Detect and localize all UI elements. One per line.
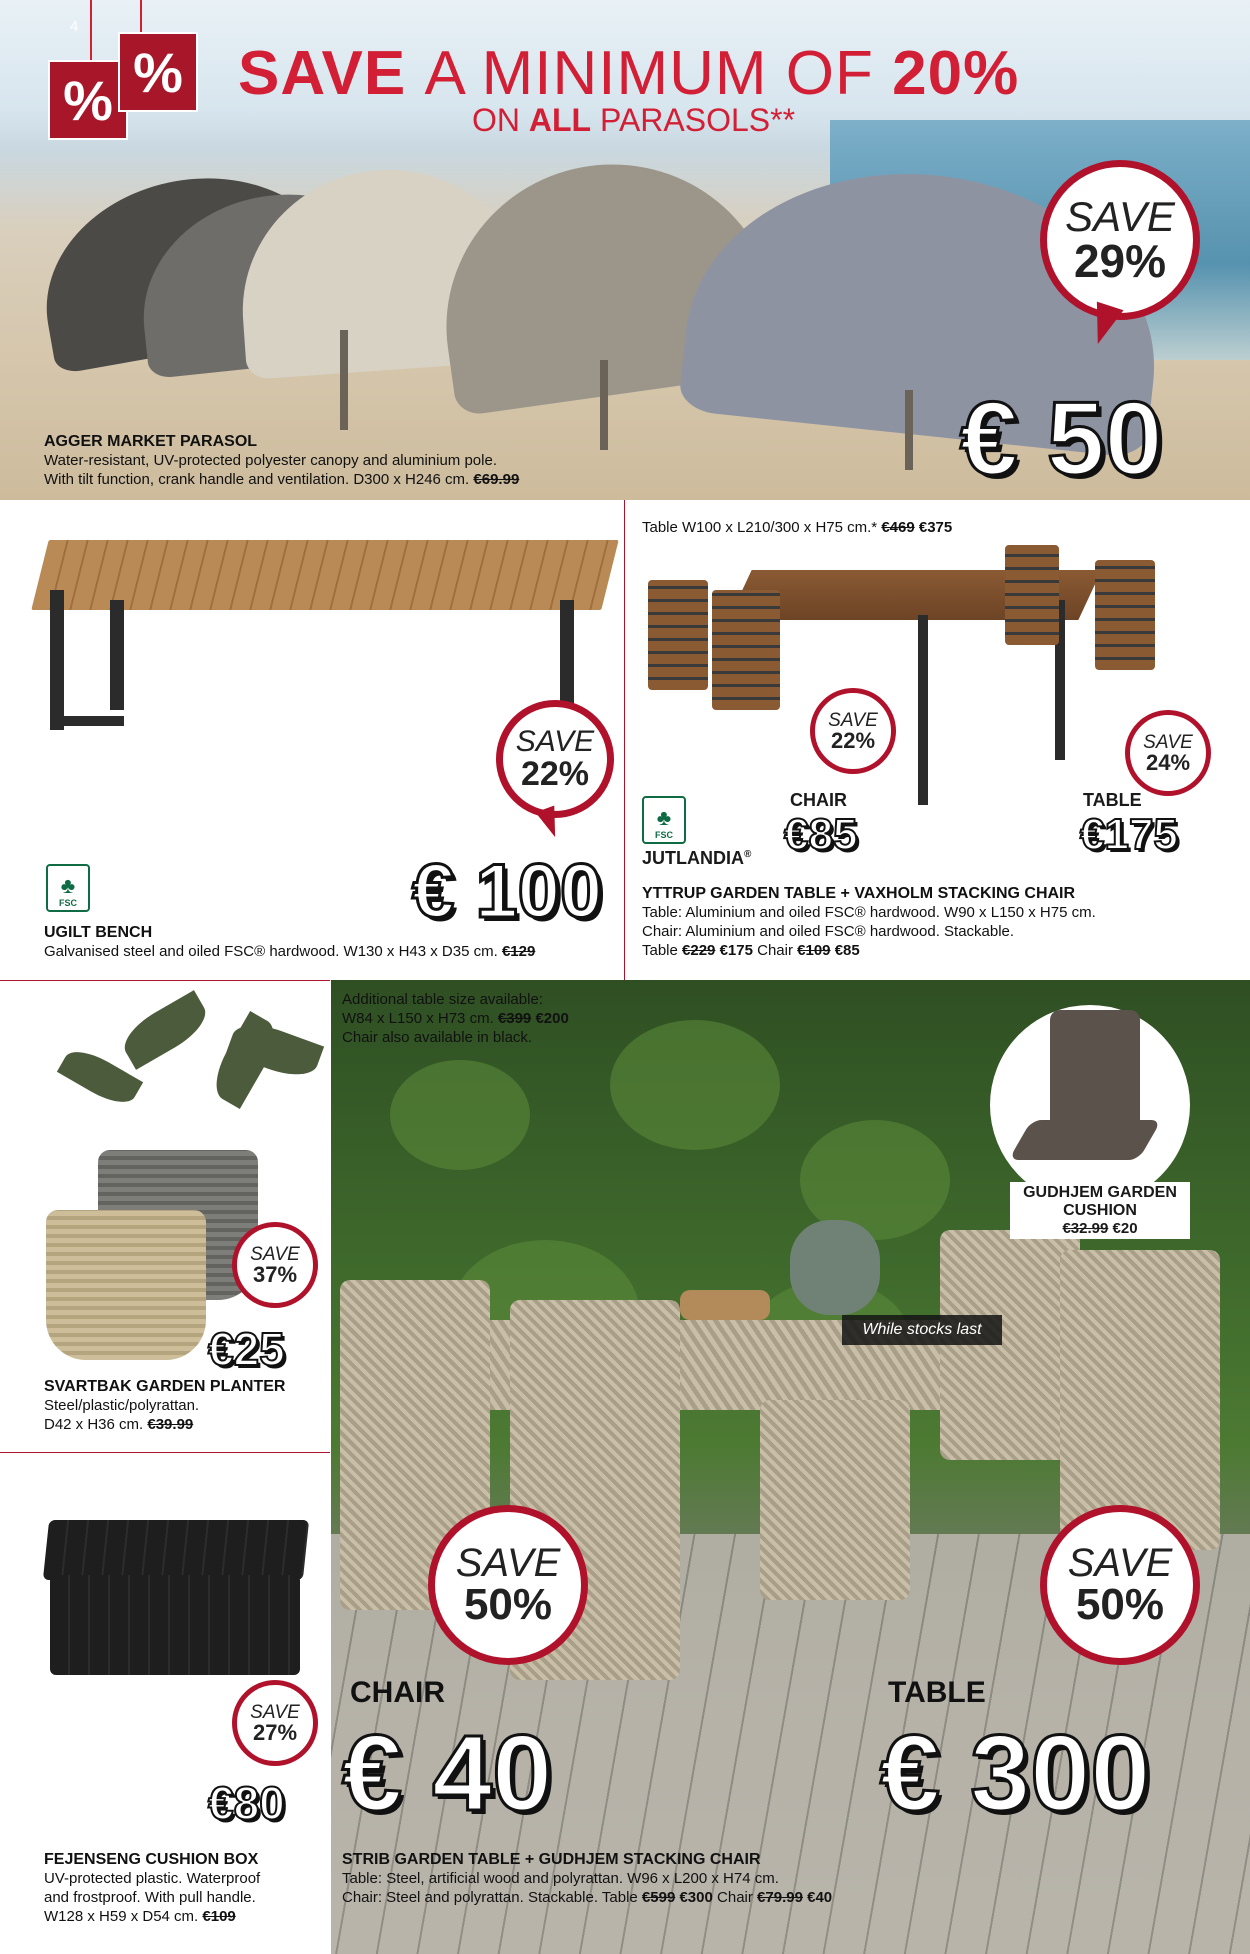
table-leg (918, 615, 928, 805)
strib-chair-label: CHAIR (350, 1676, 445, 1709)
fejenseng-title: FEJENSENG CUSHION BOX (44, 1851, 259, 1868)
brand-name: JUTLANDIA (642, 848, 744, 868)
cushion-title-1: GUDHJEM GARDEN (1023, 1184, 1177, 1201)
save-percent: 24% (1145, 749, 1191, 775)
headline-save: SAVE (238, 39, 407, 108)
yttrup-line-2: Chair: Aluminium and oiled FSC® hardwood. Stackable. (642, 923, 1015, 940)
ugilt-old-price: €129 (501, 943, 536, 960)
yttrup-table-label: TABLE (1083, 790, 1142, 810)
chair-back (648, 580, 708, 690)
fsc-logo (46, 864, 90, 912)
headline-minimum: A MINIMUM OF (424, 39, 874, 108)
strib-line-1: Table: Steel, artificial wood and polyrattan. W96 x L200 x H74 cm. (342, 1870, 779, 1887)
line2-table-old-price: €599 (641, 1889, 676, 1906)
strib-description (342, 1850, 832, 1907)
fsc-label: FSC (59, 898, 77, 908)
percent-tag-left: % (48, 60, 128, 140)
subheadline-on: ON (472, 102, 520, 138)
yttrup-line-1: Table: Aluminium and oiled FSC® hardwood. W90 x L150 x H75 cm. (642, 904, 1096, 921)
fejenseng-old-price: €109 (202, 1908, 236, 1925)
tree-icon: ♣ (656, 805, 672, 830)
fejenseng-line-2: and frostproof. With pull handle. (44, 1889, 256, 1906)
svartbak-title: SVARTBAK GARDEN PLANTER (44, 1378, 286, 1395)
divider-vertical (624, 500, 625, 980)
chair-back (1005, 545, 1059, 645)
cushion-box-lid (43, 1520, 309, 1580)
line2-chair-new-price: €40 (807, 1889, 833, 1906)
save-word: SAVE (1067, 1541, 1173, 1585)
note-line-1: Additional table size available: (342, 991, 543, 1008)
agger-title: AGGER MARKET PARASOL (44, 433, 258, 450)
bench-leg (560, 600, 574, 710)
ugilt-title: UGILT BENCH (44, 924, 153, 941)
divider-vertical (330, 980, 331, 1954)
strib-line-2 (342, 1888, 832, 1907)
save-percent: 50% (463, 1580, 553, 1629)
table-size-old-price: €469 (881, 519, 915, 536)
svartbak-price: €25 (208, 1323, 285, 1375)
agger-line-1: Water-resistant, UV-protected polyester canopy and aluminium pole. (44, 452, 497, 469)
svartbak-description (44, 1377, 285, 1434)
cushion-new-price: €20 (1112, 1220, 1138, 1237)
line3-table-new-price: €175 (719, 942, 753, 959)
subheadline-all: ALL (528, 102, 592, 138)
strib-table-price: € 300 (880, 1712, 1151, 1833)
agger-line-2 (44, 470, 519, 489)
parasol-pole (340, 330, 348, 430)
divider-horizontal (0, 1452, 330, 1453)
save-percent: 22% (520, 755, 590, 793)
yttrup-line-3 (642, 941, 1096, 960)
ugilt-save-bubble (496, 700, 614, 818)
note-line-2-text: W84 x L150 x H73 cm. (342, 1010, 494, 1027)
line3-chair-new-price: €85 (834, 942, 860, 959)
yttrup-chair-price: €85 (784, 810, 858, 859)
agger-old-price: €69.99 (473, 471, 520, 488)
save-word: SAVE (1143, 731, 1193, 753)
cushion-old-price: €32.99 (1062, 1220, 1109, 1237)
yttrup-table-save-bubble (1125, 710, 1211, 796)
lantern (790, 1220, 880, 1315)
save-word: SAVE (828, 709, 878, 731)
headline-percent: 20% (892, 39, 1020, 108)
yttrup-chair-save-bubble (810, 688, 896, 774)
cushion-image (1050, 1010, 1140, 1130)
agger-description (44, 432, 519, 489)
cushion-title-2: CUSHION (1063, 1202, 1137, 1219)
tree-icon: ♣ (60, 873, 76, 898)
planter-beige (46, 1210, 206, 1360)
fejenseng-line-3-text: W128 x H59 x D54 cm. (44, 1908, 199, 1925)
note-line-3: Chair also available in black. (342, 1029, 533, 1046)
agger-save-bubble (1040, 160, 1200, 320)
save-word: SAVE (455, 1541, 561, 1585)
line3-chair-word: Chair (757, 942, 793, 959)
yttrup-table-size (642, 518, 952, 537)
fsc-logo (642, 796, 686, 844)
table-size-text: Table W100 x L210/300 x H75 cm.* (642, 519, 878, 536)
agger-price: € 50 (960, 381, 1163, 497)
yttrup-table-price: €175 (1080, 810, 1178, 859)
parasol-pole (600, 360, 608, 450)
line3-table-word: Table (642, 942, 678, 959)
page-number: 4 (70, 18, 79, 35)
svartbak-line-2-text: D42 x H36 cm. (44, 1416, 144, 1433)
bench-leg (50, 590, 64, 730)
ugilt-line-1 (44, 942, 535, 961)
svartbak-old-price: €39.99 (147, 1416, 194, 1433)
brand-mark: ® (744, 849, 752, 860)
save-word: SAVE (1065, 193, 1175, 240)
plant-leaf (116, 990, 214, 1070)
svartbak-line-2 (44, 1415, 285, 1434)
cushion-box-body (50, 1575, 300, 1675)
line3-table-old-price: €229 (682, 942, 716, 959)
save-percent: 29% (1073, 235, 1167, 287)
strib-chair-price: € 40 (342, 1712, 553, 1833)
chair-back-right (940, 1230, 1080, 1460)
fejenseng-line-1: UV-protected plastic. Waterproof (44, 1870, 261, 1887)
save-word: SAVE (250, 1243, 300, 1265)
jutlandia-brand (642, 848, 751, 869)
yttrup-description (642, 884, 1096, 960)
save-percent: 37% (252, 1261, 298, 1287)
bench-leg (110, 600, 124, 710)
hedge-leaf (610, 1020, 780, 1150)
subheadline-parasols: PARASOLS** (599, 102, 796, 138)
yttrup-title: YTTRUP GARDEN TABLE + VAXHOLM STACKING CHAIR (642, 885, 1076, 902)
yttrup-chair-label: CHAIR (790, 790, 847, 810)
table-leg (760, 1400, 910, 1600)
chair-back (1095, 560, 1155, 670)
strib-note (342, 990, 569, 1047)
strib-table-save-bubble (1040, 1505, 1200, 1665)
line2-chair-word: Chair (717, 1889, 753, 1906)
tag-string (140, 0, 142, 34)
cushion-prices (1010, 1220, 1190, 1237)
save-percent: 27% (252, 1719, 298, 1745)
line2-table-new-price: €300 (679, 1889, 713, 1906)
line3-chair-old-price: €109 (797, 942, 831, 959)
cushion-image-seat (1008, 1120, 1161, 1160)
ugilt-price: € 100 (412, 849, 603, 934)
fejenseng-save-bubble (232, 1680, 318, 1766)
table-size-new-price: €375 (918, 519, 953, 536)
percent-tag-right: % (118, 32, 198, 112)
fejenseng-line-3 (44, 1907, 260, 1926)
while-stocks-last-banner: While stocks last (842, 1315, 1002, 1345)
note-new-price: €200 (535, 1010, 569, 1027)
tag-string (90, 0, 92, 62)
subheadline (472, 102, 795, 139)
agger-line-2-text: With tilt function, crank handle and ventilation. D300 x H246 cm. (44, 471, 470, 488)
ugilt-line-1-text: Galvanised steel and oiled FSC® hardwood. W130 x H43 x D35 cm. (44, 943, 498, 960)
save-percent: 22% (830, 727, 876, 753)
fsc-label: FSC (655, 830, 673, 840)
note-line-2 (342, 1009, 569, 1028)
chair-right (1060, 1250, 1220, 1550)
fejenseng-price: €80 (208, 1777, 285, 1829)
basket (680, 1290, 770, 1320)
svartbak-line-1: Steel/plastic/polyrattan. (44, 1397, 200, 1414)
strib-title: STRIB GARDEN TABLE + GUDHJEM STACKING CHAIR (342, 1851, 761, 1868)
fejenseng-description (44, 1850, 260, 1926)
save-word: SAVE (515, 725, 595, 758)
line2-prefix: Chair: Steel and polyrattan. Stackable. Table (342, 1889, 638, 1906)
note-old-price: €399 (497, 1010, 532, 1027)
save-percent: 50% (1075, 1580, 1165, 1629)
gudhjem-cushion-info (1010, 1182, 1190, 1239)
strib-table-label: TABLE (888, 1676, 986, 1709)
ugilt-description (44, 923, 535, 961)
strib-chair-save-bubble (428, 1505, 588, 1665)
line2-chair-old-price: €79.99 (757, 1889, 803, 1906)
save-word: SAVE (250, 1701, 300, 1723)
parasol-pole (905, 390, 913, 470)
hedge-leaf (390, 1060, 530, 1170)
headline (238, 38, 1019, 109)
chair-back (712, 590, 780, 710)
bench-frame (50, 716, 124, 726)
svartbak-save-bubble (232, 1222, 318, 1308)
